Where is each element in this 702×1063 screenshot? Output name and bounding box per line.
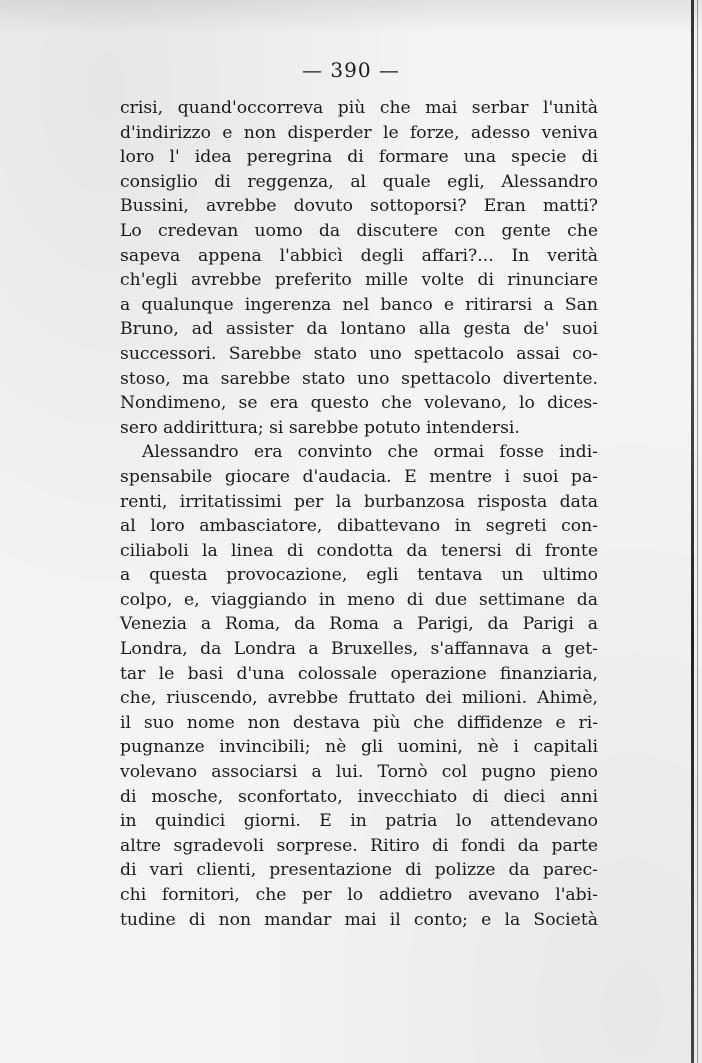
text-line: Venezia a Roma, da Roma a Parigi, da Parigi a: [120, 614, 598, 635]
text-line: volevano associarsi a lui. Tornò col pugno pieno: [120, 762, 598, 783]
text-line: Alessandro era convinto che ormai fosse indi-: [142, 442, 598, 463]
text-line: a questa provocazione, egli tentava un ultimo: [120, 565, 598, 586]
text-line: crisi, quand'occorreva più che mai serbar l'unità: [120, 98, 598, 118]
text-line: consiglio di reggenza, al quale egli, Alessandro: [120, 171, 598, 192]
text-line: Bruno, ad assister da lontano alla gesta de' suoi: [120, 319, 598, 340]
text-line: pugnanze invincibili; nè gli uomini, nè i capitali: [120, 737, 598, 758]
text-line: a qualunque ingerenza nel banco e ritirarsi a San: [120, 294, 598, 315]
text-line: al loro ambasciatore, dibattevano in segreti con-: [120, 516, 598, 537]
text-line: in quindici giorni. E in patria lo attendevano: [120, 811, 598, 832]
page-binding-edge: [691, 0, 694, 1063]
text-line: ch'egli avrebbe preferito mille volte di rinunciare: [120, 270, 598, 291]
text-line: tar le basi d'una colossale operazione finanziaria,: [120, 663, 598, 684]
text-line: spensabile giocare d'audacia. E mentre i suoi pa-: [120, 466, 598, 487]
text-line: che, riuscendo, avrebbe fruttato dei milioni. Ahimè,: [120, 688, 598, 709]
text-line: di mosche, sconfortato, invecchiato di dieci anni: [120, 786, 598, 807]
text-line: Londra, da Londra a Bruxelles, s'affannava a get-: [120, 639, 598, 660]
text-line: renti, irritatissimi per la burbanzosa risposta data: [120, 491, 598, 512]
text-line: Bussini, avrebbe dovuto sottoporsi? Eran matti?: [120, 196, 598, 217]
text-line: sero addirittura; si sarebbe potuto intendersi.: [120, 417, 520, 438]
page-body-text: [120, 96, 598, 932]
text-line: d'indirizzo e non disperder le forze, adesso veniva: [120, 122, 598, 143]
text-line: stoso, ma sarebbe stato uno spettacolo divertente.: [120, 368, 598, 389]
page-binding-edge-inner: [697, 0, 698, 1063]
text-line: ciliaboli la linea di condotta da tenersi di fronte: [120, 540, 598, 561]
text-line: Nondimeno, se era questo che volevano, lo dices-: [120, 393, 598, 414]
text-line: tudine di non mandar mai il conto; e la Società: [120, 909, 598, 930]
page-number: — 390 —: [302, 58, 400, 82]
text-line: colpo, e, viaggiando in meno di due settimane da: [120, 589, 598, 610]
text-line: loro l' idea peregrina di formare una specie di: [120, 147, 598, 168]
text-line: di vari clienti, presentazione di polizze da parec-: [120, 860, 598, 881]
text-line: sapeva appena l'abbicì degli affari?... In verità: [120, 245, 598, 266]
text-line: Lo credevan uomo da discutere con gente che: [120, 220, 598, 241]
text-line: altre sgradevoli sorprese. Ritiro di fondi da parte: [120, 835, 598, 856]
text-line: chi fornitori, che per lo addietro avevano l'abi-: [120, 885, 598, 905]
scan-shadow: [0, 0, 702, 34]
text-line: successori. Sarebbe stato uno spettacolo assai co-: [120, 343, 598, 364]
text-line: il suo nome non destava più che diffidenze e ri-: [120, 712, 598, 733]
